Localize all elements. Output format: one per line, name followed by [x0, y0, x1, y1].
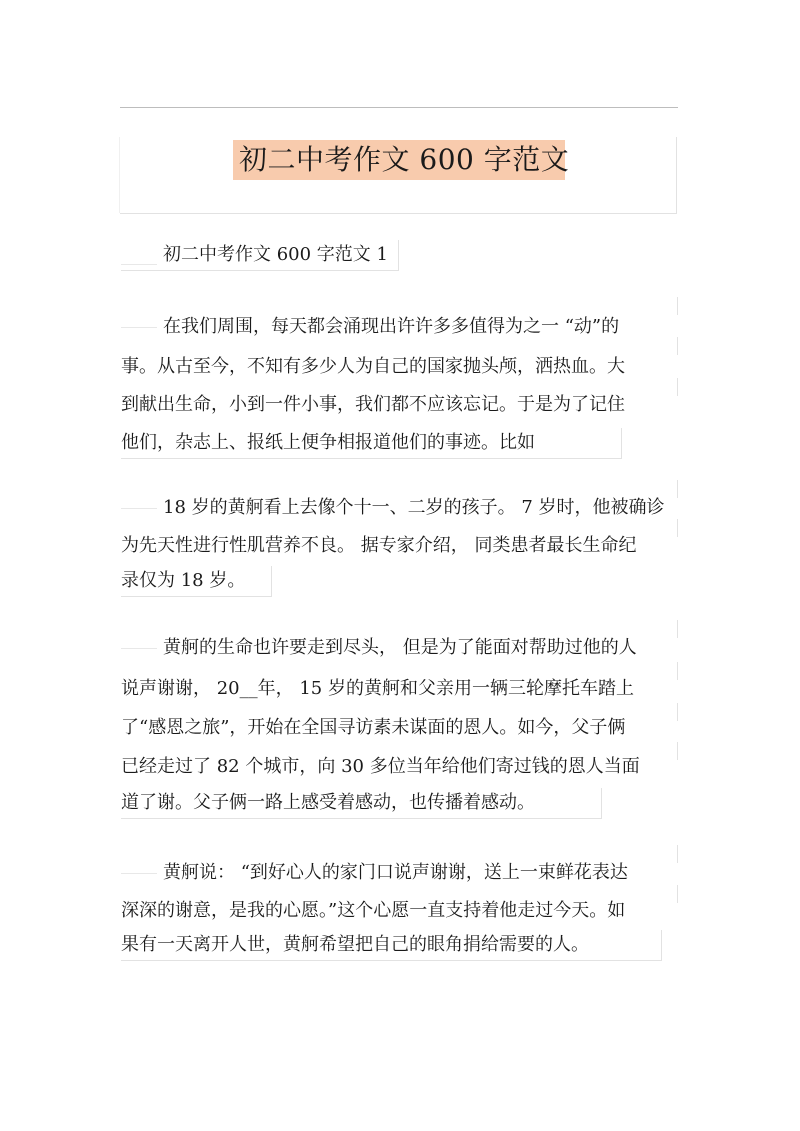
- paragraph-line: 为先天性进行性肌营养不良。 据专家介绍， 同类患者最长生命纪: [121, 535, 637, 556]
- paragraph-line: 18 岁的黄舸看上去像个十一、二岁的孩子。 7 岁时，他被确诊: [163, 497, 665, 518]
- paragraph-line: 果有一天离开人世，黄舸希望把自己的眼角捐给需要的人。: [121, 930, 662, 961]
- tick: [677, 337, 678, 355]
- paragraph-line: 录仅为 18 岁。: [121, 566, 272, 597]
- tick: [677, 742, 678, 760]
- paragraph-line: 在我们周围，每天都会涌现出许许多多值得为之一 “动”的: [163, 316, 620, 337]
- tick: [677, 519, 678, 537]
- paragraph-line: 说声谢谢， 20__年， 15 岁的黄舸和父亲用一辆三轮摩托车踏上: [121, 678, 634, 699]
- top-rule: [120, 107, 678, 108]
- paragraph-line: 黄舸的生命也许要走到尽头， 但是为了能面对帮助过他的人: [163, 637, 637, 658]
- tick: [677, 480, 678, 498]
- para-dash: [121, 648, 157, 649]
- paragraph-line: 道了谢。父子俩一路上感受着感动，也传播着感动。: [121, 788, 602, 819]
- paragraph-line: 他们，杂志上、报纸上便争相报道他们的事迹。比如: [121, 428, 622, 459]
- tick: [677, 885, 678, 903]
- tick: [677, 703, 678, 721]
- tick: [677, 620, 678, 638]
- paragraph-line: 到献出生命，小到一件小事，我们都不应该忘记。于是为了记住: [121, 394, 625, 415]
- paragraph-line: 事。从古至今，不知有多少人为自己的国家抛头颅，洒热血。大: [121, 356, 625, 377]
- tick: [677, 662, 678, 680]
- tick: [677, 297, 678, 315]
- paragraph-line: 已经走过了 82 个城市，向 30 多位当年给他们寄过钱的恩人当面: [121, 756, 640, 777]
- subtitle: 初二中考作文 600 字范文 1: [121, 240, 399, 271]
- tick: [677, 845, 678, 863]
- subtitle-dash: [121, 264, 157, 265]
- para-dash: [121, 327, 157, 328]
- document-title: 初二中考作文 600 字范文: [233, 140, 565, 180]
- para-dash: [121, 873, 157, 874]
- paragraph-line: 了“感恩之旅”，开始在全国寻访素未谋面的恩人。如今，父子俩: [121, 717, 626, 738]
- para-dash: [121, 508, 157, 509]
- paragraph-line: 深深的谢意，是我的心愿。”这个心愿一直支持着他走过今天。如: [121, 900, 626, 921]
- paragraph-line: 黄舸说： “到好心人的家门口说声谢谢，送上一束鲜花表达: [163, 862, 628, 883]
- tick: [677, 378, 678, 396]
